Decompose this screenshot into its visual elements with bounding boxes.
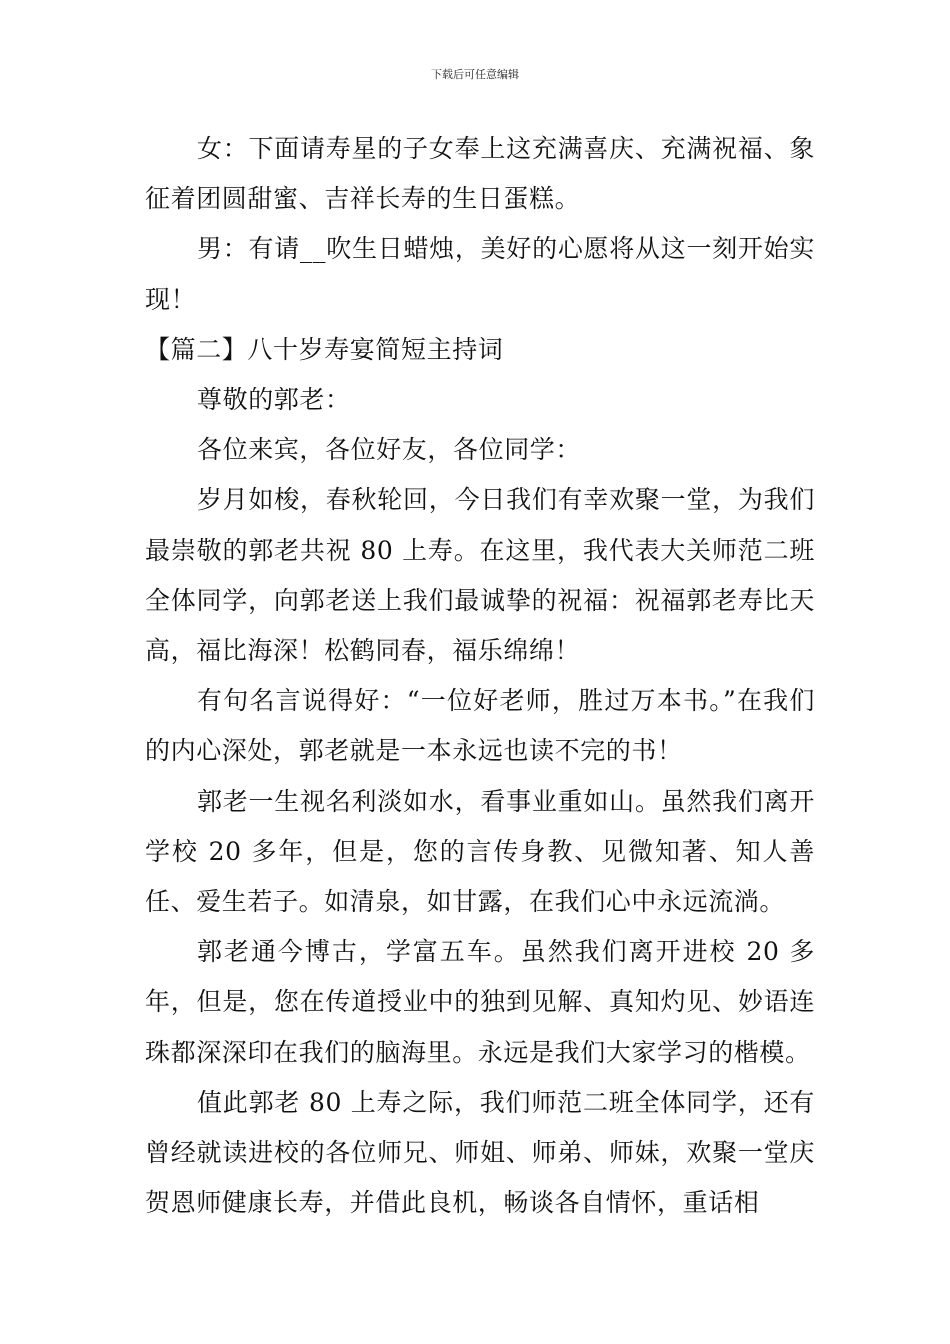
paragraph: 男：有请__吹生日蜡烛，美好的心愿将从这一刻开始实现！: [145, 234, 815, 314]
paragraph: 岁月如梭，春秋轮回，今日我们有幸欢聚一堂，为我们最崇敬的郭老共祝 80 上寿。在这里，我代表大关师范二班全体同学，向郭老送上我们最诚挚的祝福：祝福郭老寿比天高，福比海深！松鹤同春，福乐绵绵！: [145, 485, 815, 666]
document-body: [145, 124, 815, 1228]
paragraph: 女：下面请寿星的子女奉上这充满喜庆、充满祝福、象征着团圆甜蜜、吉祥长寿的生日蛋糕。: [145, 134, 815, 214]
paragraph: 有句名言说得好：“一位好老师，胜过万本书。”在我们的内心深处，郭老就是一本永远也读不完的书！: [145, 686, 815, 766]
paragraph: 郭老通今博古，学富五车。虽然我们离开进校 20 多年，但是，您在传道授业中的独到见解、真知灼见、妙语连珠都深深印在我们的脑海里。永远是我们大家学习的楷模。: [145, 937, 815, 1067]
section-heading: 【篇二】八十岁寿宴简短主持词: [145, 334, 504, 364]
paragraph: 值此郭老 80 上寿之际，我们师范二班全体同学，还有曾经就读进校的各位师兄、师姐、师弟、师妹，欢聚一堂庆贺恩师健康长寿，并借此良机，畅谈各自情怀，重话相: [145, 1087, 815, 1218]
page-header: 下载后可任意编辑: [431, 68, 519, 81]
paragraph: 郭老一生视名利淡如水，看事业重如山。虽然我们离开学校 20 多年，但是，您的言传身教、见微知著、知人善任、爱生若子。如清泉，如甘露，在我们心中永远流淌。: [145, 786, 815, 917]
salutation: 尊敬的郭老：: [197, 385, 351, 415]
salutation: 各位来宾，各位好友，各位同学：: [197, 435, 582, 465]
